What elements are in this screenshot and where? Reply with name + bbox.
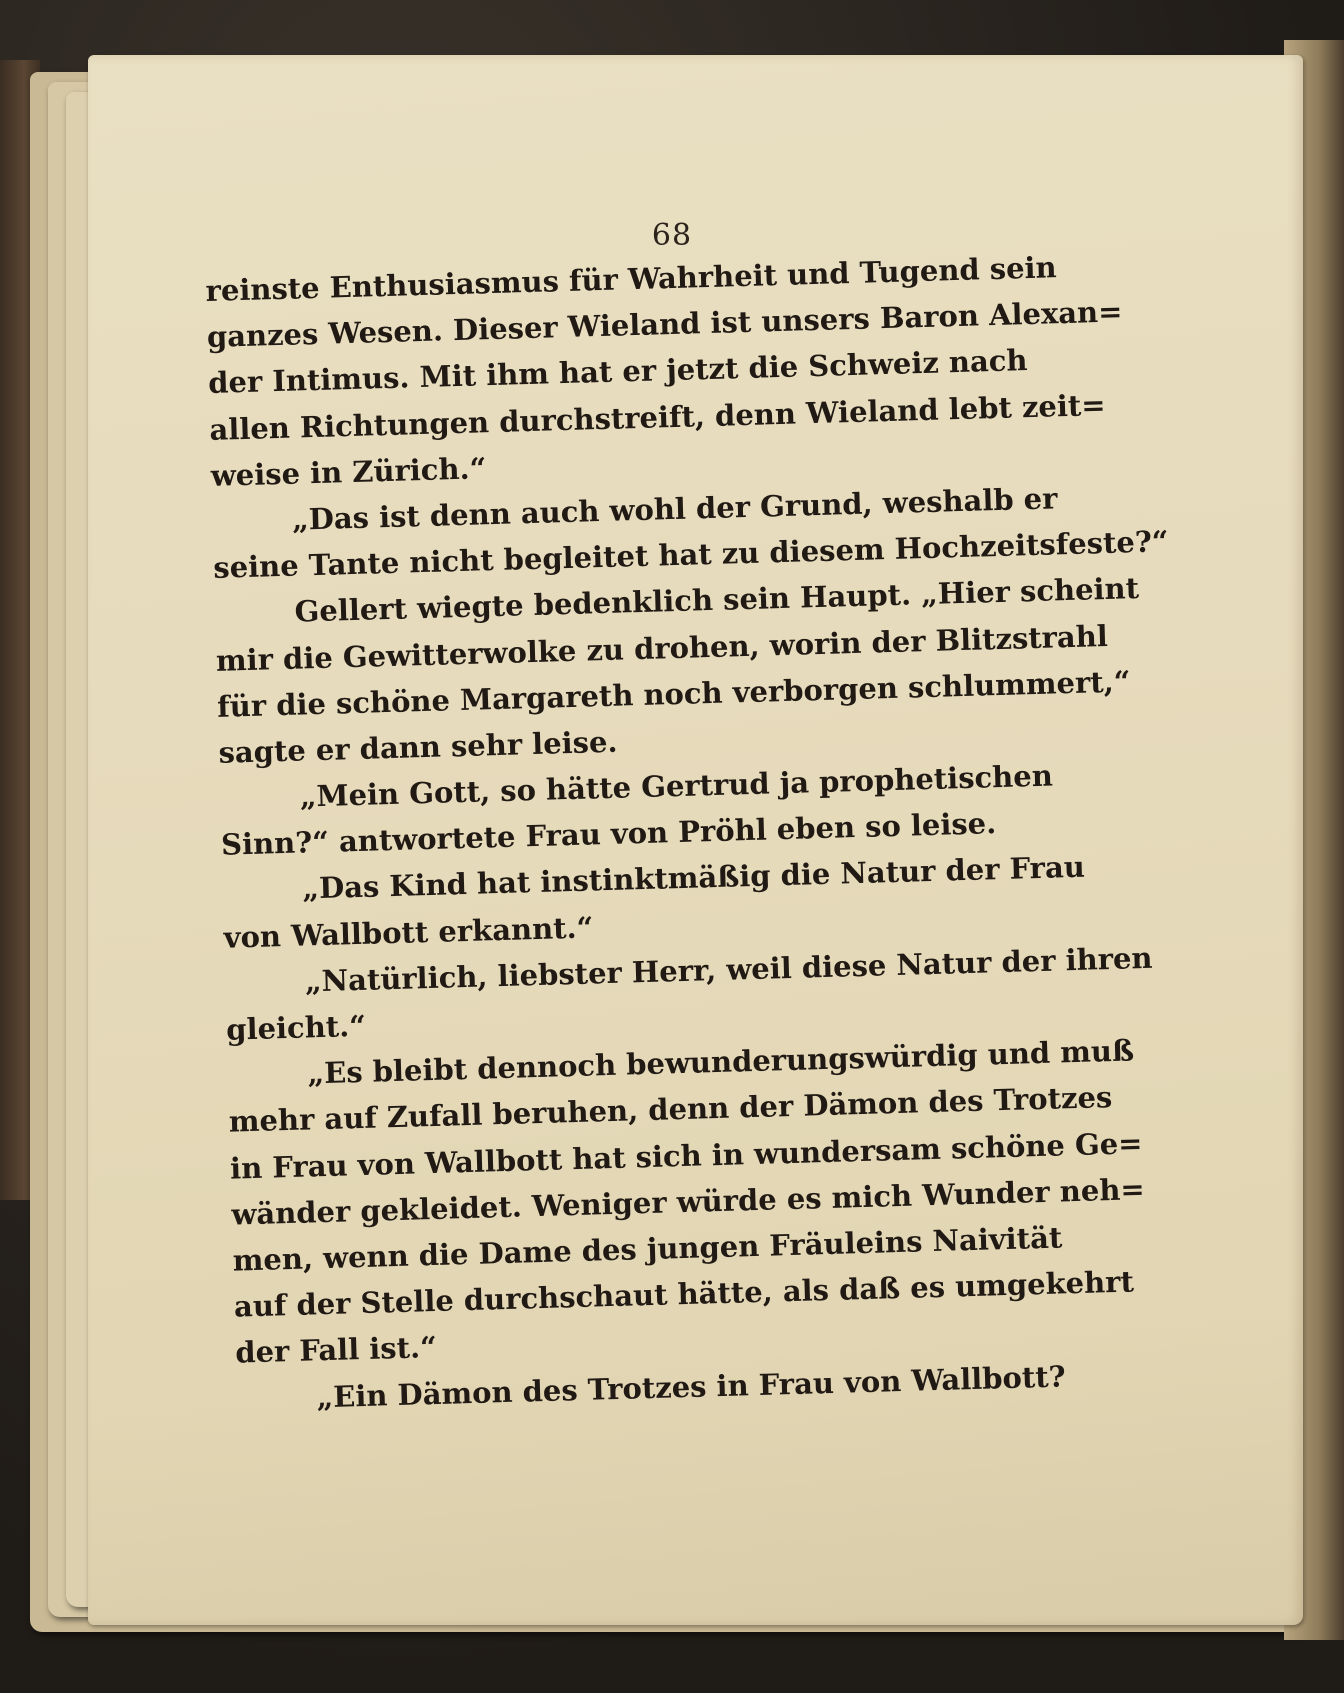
text-line: der Intimus. Mit ihm hat er jetzt die Schweiz nach [207, 343, 1028, 401]
text-line: der Fall ist.“ [234, 1330, 438, 1370]
text-line: in Frau von Wallbott hat sich in wundersam schöne Ge= [229, 1125, 1143, 1186]
text-line: allen Richtungen durchstreift, denn Wieland lebt zeit= [209, 387, 1106, 447]
page-text [205, 245, 1169, 1422]
text-line: wänder gekleidet. Weniger würde es mich Wunder neh= [230, 1171, 1146, 1232]
text-line: von Wallbott erkannt.“ [223, 910, 594, 955]
page-number: 68 [651, 218, 693, 253]
text-line: „Das ist denn auch wohl der Grund, weshalb er [291, 481, 1058, 537]
text-line: „Natürlich, liebster Herr, weil diese Natur der ihren [304, 940, 1153, 999]
text-line: „Mein Gott, so hätte Gertrud ja prophetischen [299, 758, 1054, 814]
text-line: sagte er dann sehr leise. [218, 724, 618, 770]
text-line: mehr auf Zufall beruhen, denn der Dämon des Trotzes [228, 1080, 1113, 1140]
text-line: men, wenn die Dame des jungen Fräuleins Naivität [232, 1220, 1063, 1278]
text-line: für die schöne Margareth noch verborgen schlummert,“ [216, 664, 1131, 724]
text-line: mir die Gewitterwolke zu drohen, worin der Blitzstrahl [215, 618, 1109, 678]
text-line: Sinn?“ antwortete Frau von Pröhl eben so leise. [220, 806, 997, 863]
text-line: ganzes Wesen. Dieser Wieland ist unsers Baron Alexan= [206, 294, 1123, 355]
text-line: „Das Kind hat instinktmäßig die Natur der Frau [301, 850, 1086, 906]
text-line: weise in Zürich.“ [210, 450, 487, 493]
text-line: reinste Enthusiasmus für Wahrheit und Tugend sein [205, 250, 1058, 308]
text-line: „Es bleibt dennoch bewunderungswürdig und muß [307, 1033, 1135, 1091]
text-line: „Ein Dämon des Trotzes in Frau von Wallbott? [316, 1358, 1067, 1414]
text-line: auf der Stelle durchschaut hätte, als daß es umgekehrt [233, 1264, 1135, 1324]
text-line: seine Tante nicht begleitet hat zu diesem Hochzeitsfeste?“ [212, 524, 1169, 586]
text-line: gleicht.“ [225, 1008, 367, 1047]
text-line: Gellert wiegte bedenklich sein Haupt. „Hier scheint [294, 571, 1140, 629]
